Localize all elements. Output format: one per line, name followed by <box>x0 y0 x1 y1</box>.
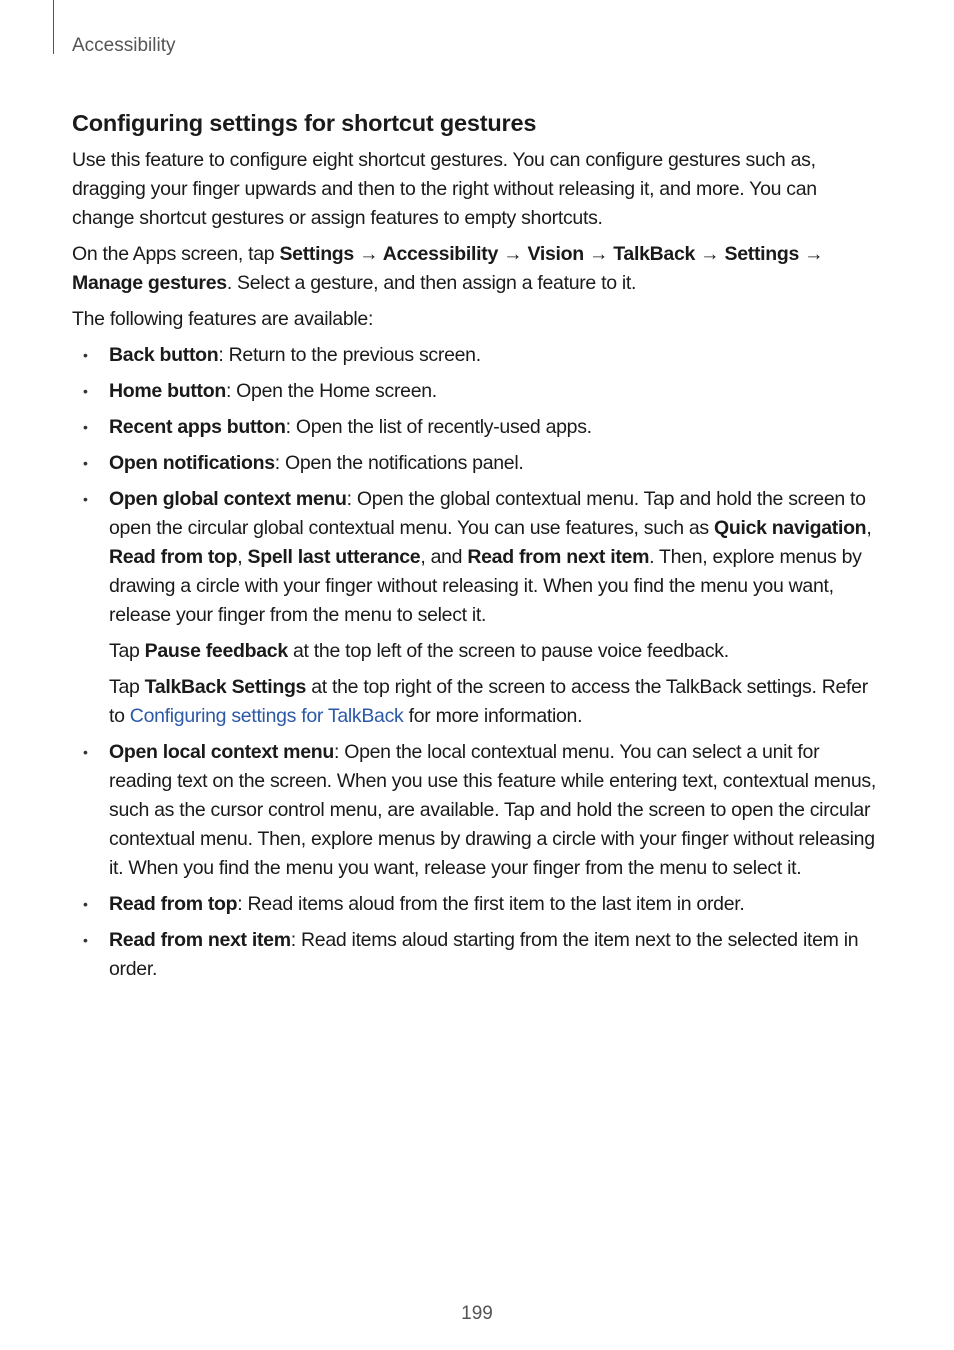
intro-paragraph: Use this feature to configure eight shortcut gestures. You can configure gestures such as, dragging your finger upwards and then to the right without releasing it, and more. You can change shortcut gestures or assign features to empty shortcuts. <box>72 149 817 229</box>
bullet-icon: • <box>83 455 88 471</box>
separator: , <box>866 517 872 539</box>
path-tail: . Select a gesture, and then assign a feature to it. <box>226 272 637 294</box>
item-term: Recent apps button <box>109 416 286 438</box>
talkback-settings-link[interactable]: Configuring settings for TalkBack <box>129 705 404 727</box>
feature-read-from-next-item: Read from next item <box>467 546 650 568</box>
item-term: Read from top <box>109 893 238 915</box>
navigation-path <box>72 240 880 298</box>
item-desc: : Return to the previous screen. <box>218 344 481 366</box>
list-item <box>72 341 880 370</box>
item-term: Open local context menu <box>109 741 334 763</box>
path-arrow: → <box>353 243 383 265</box>
bullet-icon: • <box>83 347 88 363</box>
section-title: Configuring settings for shortcut gestures <box>72 110 537 136</box>
item-desc: : Open the local contextual menu. You can select a unit for reading text on the screen. When you use this feature while entering text, contextual menus, such as the cursor control menu, are available. Tap and hold the screen to open the circular contextual menu. Then, explore menus by drawing a circle with your finger without releasing it. When you find the menu you want, release your finger from the menu to select it. <box>109 741 876 879</box>
list-item <box>72 377 880 406</box>
feature-spell-last-utterance: Spell last utterance <box>247 546 421 568</box>
tap-text: Tap <box>109 640 145 662</box>
pause-feedback-note <box>109 637 880 666</box>
tap-text: Tap <box>109 676 145 698</box>
item-term: Open global context menu <box>109 488 347 510</box>
page-content <box>72 110 880 991</box>
bullet-icon: • <box>83 896 88 912</box>
bullet-icon: • <box>83 744 88 760</box>
bullet-icon: • <box>83 491 88 507</box>
list-item <box>72 449 880 478</box>
item-desc: : Open the notifications panel. <box>274 452 524 474</box>
item-term: Back button <box>109 344 219 366</box>
bullet-icon: • <box>83 419 88 435</box>
section-label: Accessibility <box>72 35 176 56</box>
path-lead: On the Apps screen, tap <box>72 243 280 265</box>
pause-feedback-desc: at the top left of the screen to pause voice feedback. <box>287 640 729 662</box>
path-arrow: → <box>799 243 824 265</box>
item-desc: : Read items aloud starting from the item next to the selected item in order. <box>109 929 859 980</box>
separator: , <box>237 546 248 568</box>
feature-read-from-top: Read from top <box>109 546 238 568</box>
feature-quick-navigation: Quick navigation <box>713 517 867 539</box>
talkback-settings-term: TalkBack Settings <box>144 676 307 698</box>
pause-feedback-term: Pause feedback <box>144 640 288 662</box>
separator: , and <box>420 546 468 568</box>
path-settings-2: Settings <box>724 243 800 265</box>
feature-list <box>72 341 880 984</box>
item-desc: : Open the global contextual menu. Tap and hold the screen to open the circular global contextual menu. You can use features, such as <box>109 488 866 539</box>
bullet-icon: • <box>83 932 88 948</box>
list-item <box>72 485 880 731</box>
features-intro: The following features are available: <box>72 308 374 330</box>
header-edge-rule <box>53 0 54 54</box>
item-desc: : Read items aloud from the first item to the last item in order. <box>237 893 745 915</box>
page-number: 199 <box>461 1303 493 1324</box>
talkback-settings-desc: at the top right of the screen to access the TalkBack settings. Refer to <box>109 676 868 727</box>
list-item <box>72 738 880 883</box>
bullet-icon: • <box>83 383 88 399</box>
item-desc: : Open the Home screen. <box>225 380 437 402</box>
item-term: Home button <box>109 380 226 402</box>
path-settings: Settings <box>279 243 354 265</box>
list-item <box>72 413 880 442</box>
path-talkback: TalkBack <box>613 243 696 265</box>
talkback-settings-note <box>109 673 880 731</box>
path-accessibility: Accessibility <box>382 243 499 265</box>
path-arrow: → <box>498 243 528 265</box>
item-desc: . Then, explore menus by drawing a circle with your finger without releasing it. When you find the menu you want, release your finger from the menu to select it. <box>109 546 862 626</box>
item-term: Read from next item <box>109 929 291 951</box>
path-arrow: → <box>583 243 614 265</box>
list-item <box>72 926 880 984</box>
path-arrow: → <box>695 243 725 265</box>
path-vision: Vision <box>527 243 584 265</box>
item-desc: : Open the list of recently-used apps. <box>285 416 592 438</box>
talkback-settings-tail: for more information. <box>403 705 583 727</box>
list-item <box>72 890 880 919</box>
path-manage-gestures: Manage gestures <box>72 272 227 294</box>
item-term: Open notifications <box>109 452 275 474</box>
